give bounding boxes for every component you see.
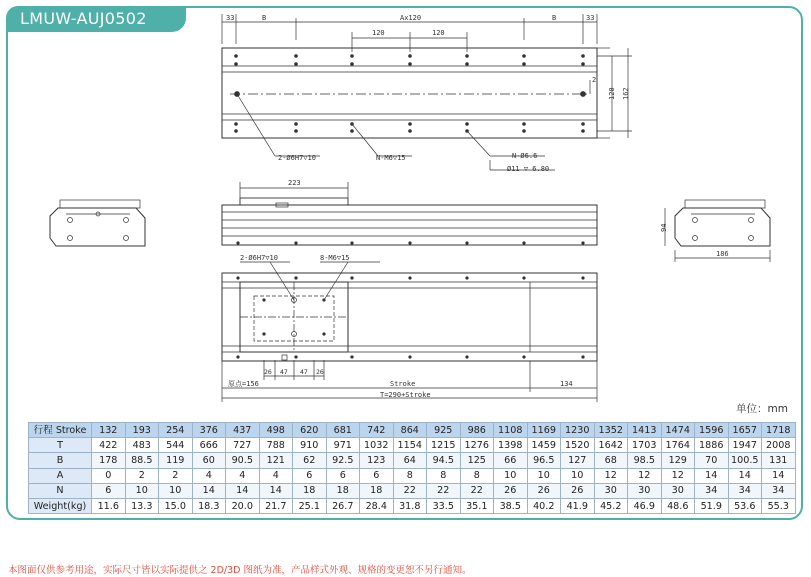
- stroke-header-cell: 193: [125, 423, 159, 438]
- table-cell: 34: [762, 483, 796, 498]
- table-cell: 12: [628, 468, 662, 483]
- table-cell: 483: [125, 438, 159, 453]
- table-cell: 31.8: [393, 498, 427, 513]
- table-cell: 26: [494, 483, 528, 498]
- dim-47-a: 47: [280, 368, 288, 376]
- stroke-header-cell: 1169: [527, 423, 561, 438]
- table-cell: 25.1: [293, 498, 327, 513]
- table-cell: 62: [293, 453, 327, 468]
- table-cell: 14: [226, 483, 260, 498]
- stroke-header-cell: 437: [226, 423, 260, 438]
- row-label: B: [29, 453, 92, 468]
- stroke-header-cell: 1108: [494, 423, 528, 438]
- table-cell: 971: [326, 438, 360, 453]
- table-header-row: [29, 423, 796, 438]
- table-cell: 1154: [393, 438, 427, 453]
- table-cell: 1459: [527, 438, 561, 453]
- table-cell: 12: [661, 468, 695, 483]
- callout-tap-bottom: 8-M6▽15: [320, 254, 350, 262]
- table-cell: 119: [159, 453, 193, 468]
- table-cell: 727: [226, 438, 260, 453]
- table-cell: 15.0: [159, 498, 193, 513]
- table-cell: 14: [762, 468, 796, 483]
- dim-ax120: Ax120: [400, 14, 422, 22]
- row-label: N: [29, 483, 92, 498]
- table-cell: 131: [762, 453, 796, 468]
- table-cell: 18: [293, 483, 327, 498]
- table-row: [29, 498, 796, 513]
- table-cell: 34: [695, 483, 729, 498]
- table-cell: 123: [360, 453, 394, 468]
- stroke-header-cell: 1230: [561, 423, 595, 438]
- table-cell: 100.5: [728, 453, 762, 468]
- table-cell: 34: [728, 483, 762, 498]
- dim-b-right: B: [552, 14, 557, 22]
- table-cell: 10: [527, 468, 561, 483]
- stroke-header-cell: 681: [326, 423, 360, 438]
- dim-120-v: 120: [608, 87, 616, 100]
- table-cell: 70: [695, 453, 729, 468]
- stroke-header-cell: 376: [192, 423, 226, 438]
- callout-dowel-top: 2-Ø6H7▽10: [278, 154, 316, 162]
- table-cell: 8: [460, 468, 494, 483]
- table-cell: 26: [527, 483, 561, 498]
- dim-186: 186: [716, 250, 729, 258]
- unit-label: 单位：mm: [736, 403, 788, 415]
- dim-b-left: B: [262, 14, 267, 22]
- table-cell: 2008: [762, 438, 796, 453]
- table-cell: 8: [393, 468, 427, 483]
- table-cell: 48.6: [661, 498, 695, 513]
- dim-stroke: Stroke: [390, 380, 416, 388]
- table-cell: 64: [393, 453, 427, 468]
- table-cell: 0: [92, 468, 126, 483]
- dim-origin: 原点=156: [228, 380, 259, 388]
- table-cell: 60: [192, 453, 226, 468]
- table-row: [29, 483, 796, 498]
- table-cell: 666: [192, 438, 226, 453]
- table-cell: 98.5: [628, 453, 662, 468]
- stroke-header-cell: 1413: [628, 423, 662, 438]
- table-cell: 1642: [594, 438, 628, 453]
- end-view-right: [660, 200, 770, 262]
- callout-dowel-bottom: 2-Ø6H7▽10: [240, 254, 278, 262]
- stroke-header-cell: 925: [427, 423, 461, 438]
- dim-162-v: 162: [622, 87, 630, 100]
- callout-counterbore: Ø11 ▽ 6.80: [507, 165, 550, 173]
- table-cell: 92.5: [326, 453, 360, 468]
- stroke-header-cell: 1596: [695, 423, 729, 438]
- table-cell: 11.6: [92, 498, 126, 513]
- table-cell: 21.7: [259, 498, 293, 513]
- table-cell: 1947: [728, 438, 762, 453]
- header-label: 行程 Stroke: [29, 423, 92, 438]
- table-cell: 88.5: [125, 453, 159, 468]
- table-cell: 4: [192, 468, 226, 483]
- table-row: [29, 453, 796, 468]
- table-cell: 14: [192, 483, 226, 498]
- stroke-header-cell: 254: [159, 423, 193, 438]
- stroke-header-cell: 986: [460, 423, 494, 438]
- table-cell: 8: [427, 468, 461, 483]
- table-cell: 6: [293, 468, 327, 483]
- table-cell: 1276: [460, 438, 494, 453]
- table-cell: 2: [159, 468, 193, 483]
- table-cell: 38.5: [494, 498, 528, 513]
- table-cell: 4: [226, 468, 260, 483]
- table-cell: 22: [460, 483, 494, 498]
- table-row: [29, 468, 796, 483]
- table-cell: 1520: [561, 438, 595, 453]
- dim-94: 94: [660, 223, 668, 232]
- table-cell: 10: [561, 468, 595, 483]
- table-cell: 18: [360, 483, 394, 498]
- table-cell: 127: [561, 453, 595, 468]
- table-cell: 13.3: [125, 498, 159, 513]
- dim-26-a: 26: [264, 368, 272, 376]
- callout-tap-top: N-M6▽15: [376, 154, 406, 162]
- table-cell: 6: [92, 483, 126, 498]
- table-cell: 6: [360, 468, 394, 483]
- stroke-header-cell: 1352: [594, 423, 628, 438]
- table-cell: 26: [561, 483, 595, 498]
- row-label: Weight(kg): [29, 498, 92, 513]
- table-cell: 66: [494, 453, 528, 468]
- table-cell: 96.5: [527, 453, 561, 468]
- stroke-header-cell: 742: [360, 423, 394, 438]
- table-cell: 1886: [695, 438, 729, 453]
- table-cell: 45.2: [594, 498, 628, 513]
- table-cell: 22: [393, 483, 427, 498]
- table-cell: 1764: [661, 438, 695, 453]
- dim-2: 2: [592, 76, 597, 84]
- table-cell: 6: [326, 468, 360, 483]
- table-cell: 125: [460, 453, 494, 468]
- table-row: [29, 438, 796, 453]
- dim-total: T=290+Stroke: [380, 391, 431, 399]
- table-cell: 51.9: [695, 498, 729, 513]
- table-cell: 41.9: [561, 498, 595, 513]
- table-cell: 18: [326, 483, 360, 498]
- table-cell: 10: [159, 483, 193, 498]
- table-cell: 129: [661, 453, 695, 468]
- table-cell: 910: [293, 438, 327, 453]
- table-cell: 788: [259, 438, 293, 453]
- table-cell: 94.5: [427, 453, 461, 468]
- table-cell: 28.4: [360, 498, 394, 513]
- table-cell: 2: [125, 468, 159, 483]
- table-cell: 55.3: [762, 498, 796, 513]
- table-cell: 10: [494, 468, 528, 483]
- table-cell: 68: [594, 453, 628, 468]
- dim-33-right: 33: [586, 14, 595, 22]
- stroke-header-cell: 864: [393, 423, 427, 438]
- bottom-view: [222, 254, 597, 402]
- table-cell: 90.5: [226, 453, 260, 468]
- table-cell: 30: [594, 483, 628, 498]
- model-title: LMUW-AUJ0502: [6, 6, 186, 32]
- table-cell: 26.7: [326, 498, 360, 513]
- stroke-header-cell: 620: [293, 423, 327, 438]
- table-cell: 53.6: [728, 498, 762, 513]
- table-cell: 14: [728, 468, 762, 483]
- stroke-header-cell: 1657: [728, 423, 762, 438]
- table-cell: 18.3: [192, 498, 226, 513]
- table-cell: 544: [159, 438, 193, 453]
- dim-26-b: 26: [316, 368, 324, 376]
- dim-120-a: 120: [372, 29, 385, 37]
- table-cell: 30: [628, 483, 662, 498]
- table-cell: 40.2: [527, 498, 561, 513]
- table-cell: 1398: [494, 438, 528, 453]
- dim-47-b: 47: [300, 368, 308, 376]
- side-view: [222, 179, 597, 245]
- table-cell: 178: [92, 453, 126, 468]
- table-cell: 10: [125, 483, 159, 498]
- table-cell: 33.5: [427, 498, 461, 513]
- stroke-header-cell: 1474: [661, 423, 695, 438]
- callout-through-hole: N-Ø6.6: [512, 152, 538, 160]
- table-cell: 22: [427, 483, 461, 498]
- table-cell: 12: [594, 468, 628, 483]
- table-cell: 121: [259, 453, 293, 468]
- table-cell: 20.0: [226, 498, 260, 513]
- table-cell: 35.1: [460, 498, 494, 513]
- row-label: T: [29, 438, 92, 453]
- spec-table: [28, 422, 796, 514]
- stroke-header-cell: 132: [92, 423, 126, 438]
- table-cell: 30: [661, 483, 695, 498]
- table-cell: 1703: [628, 438, 662, 453]
- dim-120-b: 120: [432, 29, 445, 37]
- table-cell: 1032: [360, 438, 394, 453]
- table-cell: 422: [92, 438, 126, 453]
- top-view: [222, 14, 632, 173]
- table-cell: 4: [259, 468, 293, 483]
- table-cell: 1215: [427, 438, 461, 453]
- footnote: 本图面仅供参考用途，实际尺寸皆以实际提供之 2D/3D 图纸为准，产品样式外观、规格的变更恕不另行通知。: [8, 565, 472, 576]
- table-cell: 46.9: [628, 498, 662, 513]
- table-cell: 14: [695, 468, 729, 483]
- stroke-header-cell: 498: [259, 423, 293, 438]
- dim-134: 134: [560, 380, 573, 388]
- stroke-header-cell: 1718: [762, 423, 796, 438]
- table-cell: 14: [259, 483, 293, 498]
- end-view-left: [50, 200, 145, 246]
- row-label: A: [29, 468, 92, 483]
- dim-33-left: 33: [226, 14, 235, 22]
- dim-223: 223: [288, 179, 301, 187]
